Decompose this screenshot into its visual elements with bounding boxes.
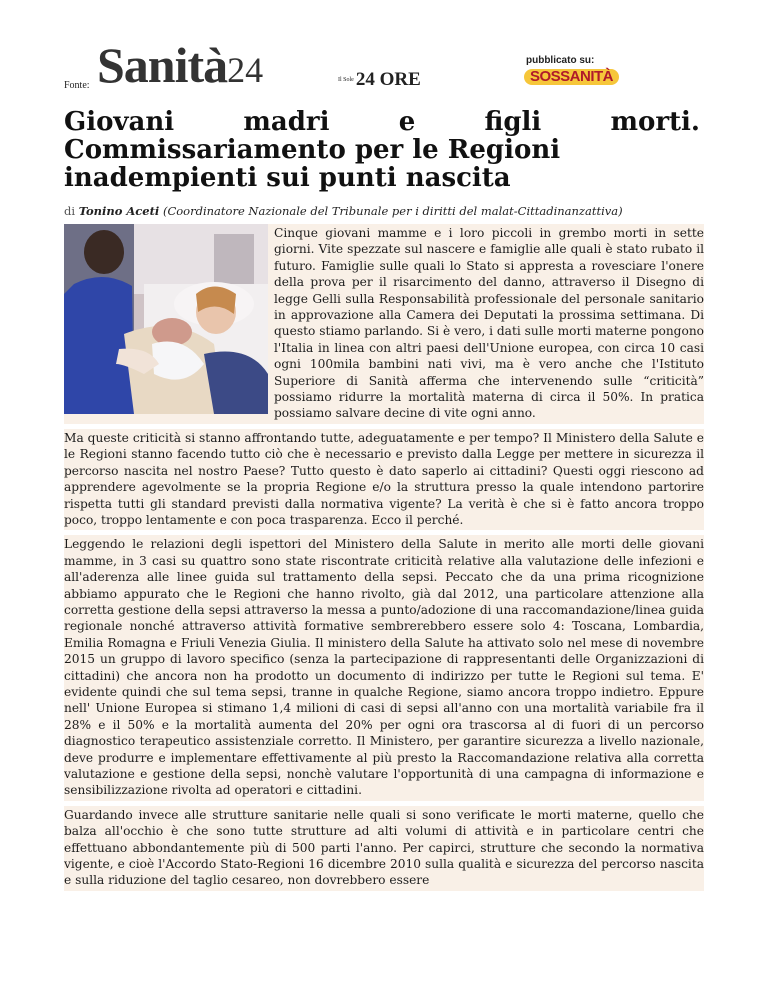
paragraph-1-text: Cinque giovani mamme e i loro piccoli in grembo morti in sette giorni. Vite spezzate sul nascere e famiglie alle quali è stato rubato il futuro. Famiglie sulle quali lo Stato si appresta a rovesciare l'onere della prova per il risarcimento del danno, attraverso il Disegno di legge Gelli sulla Responsabilità professionale del personale sanitario in approvazione alla Camera dei Deputati la prossima settimana. Di questo stiamo parlando. Si è vero, i dati sulle morti materne pongono l'Italia in linea con altri paesi dell'Unione europea, con circa 10 casi ogni 100mila bambini nati vivi, ma è vero anche che l'Istituto Superiore di Sanità afferma che intervenendo sulle “criticità” possiamo ridurre la mortalità materna di circa il 50%. In pratica possiamo salvare decine di vite ogni anno. bbox=[274, 226, 705, 421]
paragraph-1 bbox=[64, 224, 704, 424]
author-role: (Coordinatore Nazionale del Tribunale per i diritti del malat-Cittadinanzattiva) bbox=[162, 204, 623, 218]
sole24ore-name: 24 ORE bbox=[355, 69, 421, 90]
byline-prefix: di bbox=[64, 204, 76, 218]
author-name: Tonino Aceti bbox=[78, 204, 160, 218]
sole24ore-prefix: Il Sole bbox=[338, 77, 354, 83]
sanita24-logo bbox=[97, 37, 264, 95]
sossanita-logo bbox=[524, 67, 619, 87]
paragraph-4: Guardando invece alle strutture sanitarie nelle quali si sono verificate le morti materne, quello che balza all'occhio è che sono tutte strutture ad alti volumi di attività e in particolare centri che effettuano abbondantemente più di 500 parti l'anno. Per capirci, strutture che secondo la normativa vigente, e cioè l'Accordo Stato-Regioni 16 dicembre 2010 sulla qualità e sicurezza del percorso nascita e sulla riduzione del taglio cesareo, non dovrebbero essere bbox=[64, 806, 704, 891]
masthead bbox=[0, 0, 768, 100]
byline bbox=[64, 204, 623, 218]
title-line-3: inadempienti sui punti nascita bbox=[64, 163, 511, 193]
published-on-label: pubblicato su: bbox=[526, 55, 595, 66]
source-label: Fonte: bbox=[64, 80, 90, 91]
paragraph-2: Ma queste criticità si stanno affrontando tutte, adeguatamente e per tempo? Il Ministero della Salute e le Regioni stanno facendo tutto ciò che è necessario e previsto dalla Legge per mettere in sicurezza il percorso nascita nel nostro Paese? Tutto questo è dato saperlo ai cittadini? Questi oggi riescono ad apprendere agevolmente se la propria Regione e/o la struttura presso la quale intendono partorire rispetta tutti gli standard previsti dalla normativa vigente? La verità è che si è fatto ancora troppo poco, troppo lentamente e con poca trasparenza. Ecco il perché. bbox=[64, 429, 704, 530]
sossanita-logo-text: SOSSANITÀ bbox=[530, 68, 614, 85]
paragraph-3: Leggendo le relazioni degli ispettori del Ministero della Salute in merito alle morti delle giovani mamme, in 3 casi su quattro sono state riscontrate criticità relative alla valutazione delle infezioni e all'aderenza alle linee guida sul trattamento della sepsi. Peccato che da una prima ricognizione abbiamo appurato che le Regioni che hanno rivolto, già dal 2012, una particolare attenzione alla corretta gestione della sepsi attraverso la messa a punto/adozione di una raccomandazione/linea guida regionale nonché attraverso attività formative sembrerebbero essere solo 4: Toscana, Lombardia, Emilia Romagna e Friuli Venezia Giulia. Il ministero della Salute ha attivato solo nel mese di novembre 2015 un gruppo di lavoro specifico (senza la partecipazione di rappresentanti delle Organizzazioni di cittadini) che ancora non ha prodotto un documento di indirizzo per tutte le Regioni sul tema. E' evidente quindi che sul tema sepsi, tranne in qualche Regione, siamo ancora troppo indietro. Eppure nell' Unione Europea si stimano 1,4 milioni di casi di sepsi all'anno con una mortalità variabile fra il 28% e il 50% e la mortalità aumenta del 20% per ogni ora trascorsa al di fuori di un percorso diagnostico terapeutico assistenziale corretto. Il Ministero, per garantire sicurezza a livello nazionale, deve produrre e implementare effettivamente al più presto la Raccomandazione relativa alla corretta valutazione e gestione della sepsi, nonchè valutare l'opportunità di una campagna di informazione e sensibilizzazione rivolta ad operatori e cittadini. bbox=[64, 535, 704, 801]
photo-illustration bbox=[64, 224, 268, 414]
article-title bbox=[64, 108, 700, 192]
sole24ore-logo bbox=[338, 70, 421, 90]
sanita-logo-name: Sanità bbox=[97, 37, 228, 93]
hospital-mother-newborn-photo bbox=[64, 224, 268, 414]
title-line-2: Commissariamento per le Regioni bbox=[64, 135, 561, 165]
title-line-1: Giovani madri e figli morti. bbox=[64, 107, 700, 137]
sanita-logo-number: 24 bbox=[227, 50, 264, 90]
article-body bbox=[64, 224, 704, 896]
